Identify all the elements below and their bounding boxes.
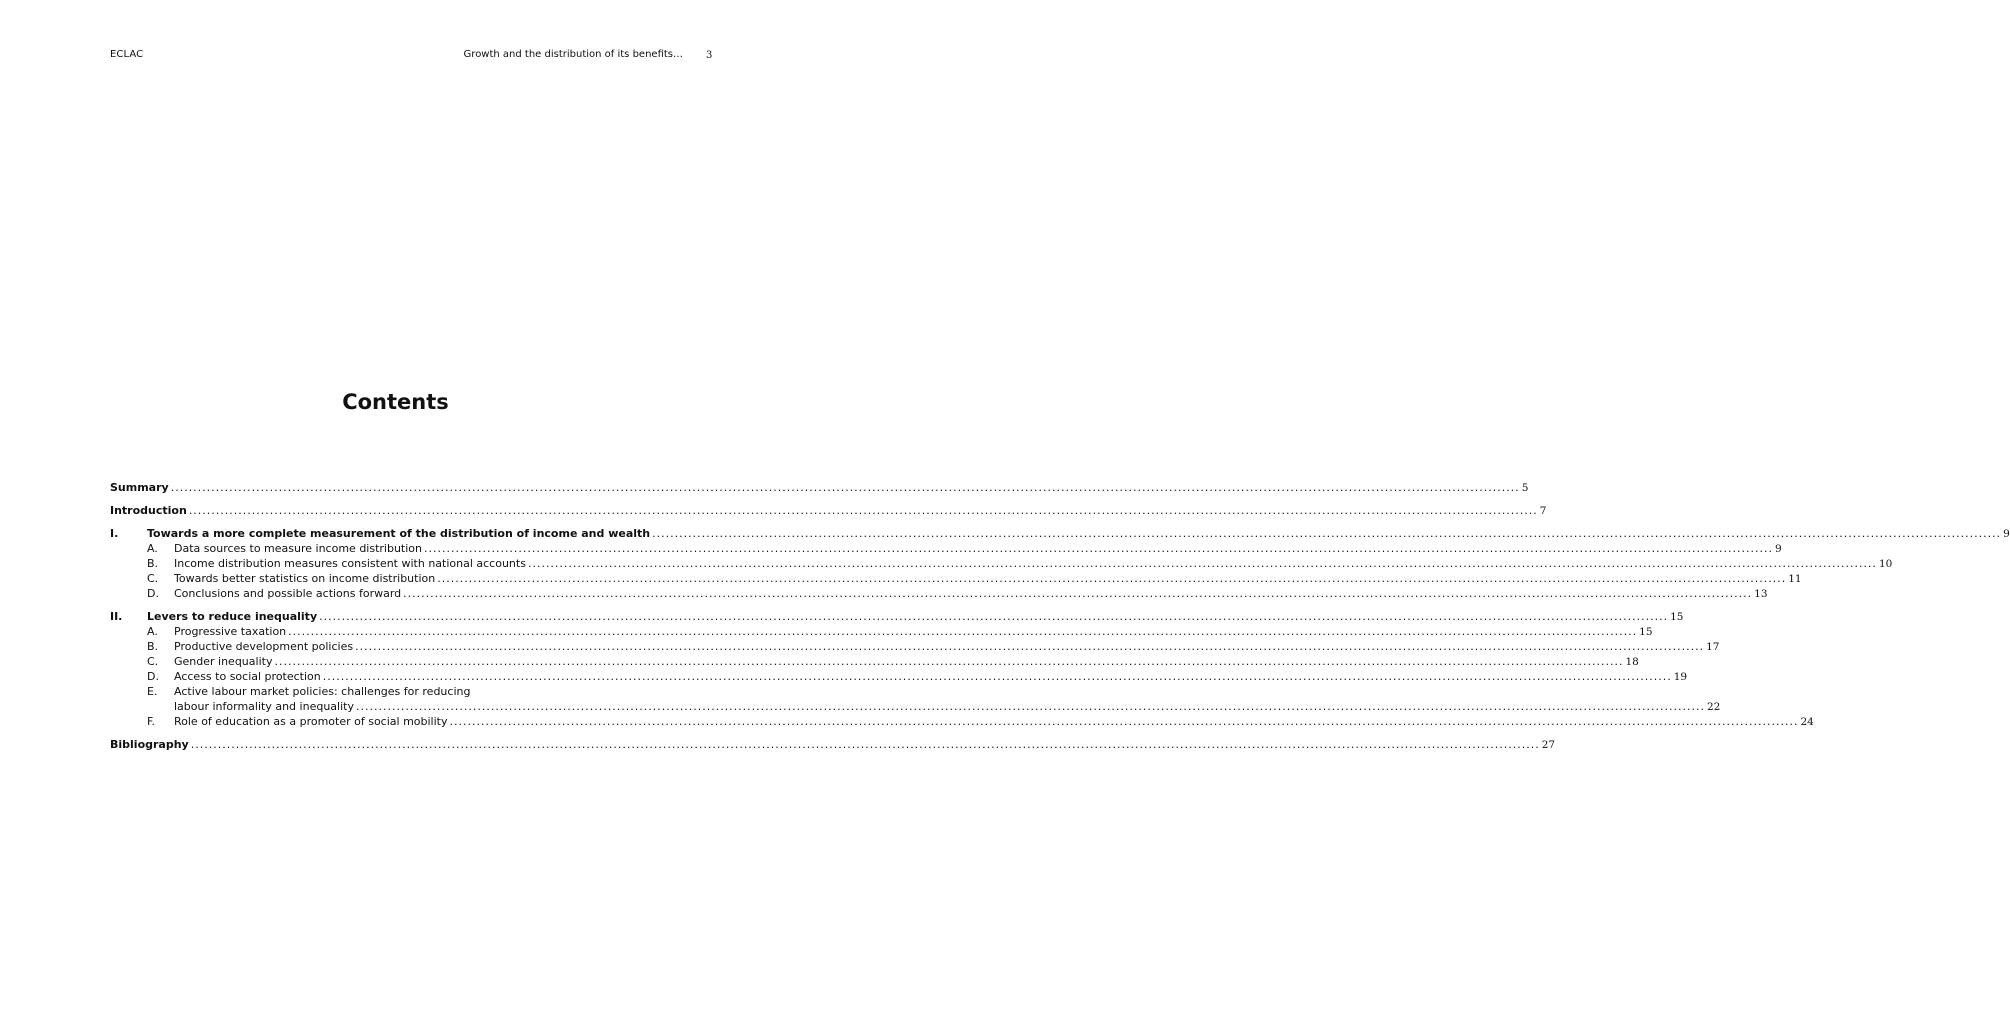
toc-entry-number: I. xyxy=(110,527,119,540)
toc-page-number: 17 xyxy=(1706,641,1720,653)
toc-entry-number: F. xyxy=(147,715,156,728)
toc-entry-number: E. xyxy=(147,685,158,698)
toc-page-number: 11 xyxy=(1788,573,1802,585)
toc-entry-2a[interactable] xyxy=(110,624,1653,639)
table-of-contents xyxy=(110,480,2010,752)
toc-page-number: 9 xyxy=(1774,543,1782,555)
toc-page-number: 5 xyxy=(1521,482,1529,494)
dot-leader: ............................................................................................................................................................................................................................................................................................................ xyxy=(355,640,1705,653)
page-number: 3 xyxy=(706,50,713,61)
toc-entry-label: Towards better statistics on income distribution xyxy=(174,572,436,585)
toc-entry-1c[interactable] xyxy=(110,571,1802,586)
dot-leader: ............................................................................................................................................................................................................................................................................................................ xyxy=(424,542,1773,555)
dot-leader: ............................................................................................................................................................................................................................................................................................................ xyxy=(288,625,1638,638)
dot-leader: ............................................................................................................................................................................................................................................................................................................ xyxy=(437,572,1787,585)
toc-entry-1b[interactable] xyxy=(110,556,1893,571)
toc-entry-2b[interactable] xyxy=(110,639,1720,654)
dot-leader: ............................................................................................................................................................................................................................................................................................................ xyxy=(652,527,2002,540)
page-title: Contents xyxy=(342,390,449,414)
toc-entry-label: Productive development policies xyxy=(174,640,354,653)
toc-entry-2f[interactable] xyxy=(110,714,1814,729)
toc-entry-summary[interactable] xyxy=(110,480,1529,495)
dot-leader: ............................................................................................................................................................................................................................................................................................................ xyxy=(403,587,1753,600)
dot-leader: ............................................................................................................................................................................................................................................................................................................ xyxy=(527,557,1877,570)
toc-entry-label: Towards a more complete measurement of the distribution of income and wealth xyxy=(147,527,651,540)
toc-entry-bibliography[interactable] xyxy=(110,737,1556,752)
toc-entry-number: II. xyxy=(110,610,123,623)
toc-entry-1d[interactable] xyxy=(110,586,1768,601)
dot-leader: ............................................................................................................................................................................................................................................................................................................ xyxy=(170,481,1520,494)
toc-entry-number: B. xyxy=(147,640,159,653)
toc-page-number: 18 xyxy=(1625,656,1639,668)
toc-page-number: 24 xyxy=(1800,716,1814,728)
toc-page-number: 10 xyxy=(1878,558,1893,570)
toc-page-number: 22 xyxy=(1706,701,1721,713)
toc-entry-2e-line2[interactable] xyxy=(110,699,1721,714)
toc-page-number: 9 xyxy=(2003,528,2010,540)
toc-entry-number: C. xyxy=(147,572,159,585)
toc-entry-label: Bibliography xyxy=(110,738,189,751)
running-header-left: ECLAC xyxy=(110,49,144,60)
toc-entry-number: B. xyxy=(147,557,159,570)
toc-page-number: 27 xyxy=(1541,739,1556,751)
toc-entry-label: Income distribution measures consistent with national accounts xyxy=(174,557,526,570)
dot-leader: ............................................................................................................................................................................................................................................................................................................ xyxy=(274,655,1624,668)
toc-entry-label: Gender inequality xyxy=(174,655,273,668)
toc-entry-label: labour informality and inequality xyxy=(174,700,354,713)
toc-entry-label: Active labour market policies: challenges for reducing xyxy=(174,685,471,698)
toc-entry-2d[interactable] xyxy=(110,669,1688,684)
toc-entry-number: D. xyxy=(147,670,159,683)
toc-entry-label: Data sources to measure income distribution xyxy=(174,542,422,555)
running-header-right: Growth and the distribution of its benefits… xyxy=(463,49,683,60)
toc-page-number: 15 xyxy=(1670,611,1684,623)
toc-entry-chapter-1[interactable] xyxy=(110,526,2010,541)
toc-entry-number: D. xyxy=(147,587,159,600)
toc-entry-number: A. xyxy=(147,542,158,555)
dot-leader: ............................................................................................................................................................................................................................................................................................................ xyxy=(322,670,1672,683)
toc-entry-label: Progressive taxation xyxy=(174,625,287,638)
toc-page-number: 7 xyxy=(1539,505,1547,517)
toc-page-number: 13 xyxy=(1754,588,1768,600)
toc-entry-number: C. xyxy=(147,655,159,668)
toc-entry-chapter-2[interactable] xyxy=(110,609,1684,624)
dot-leader: ............................................................................................................................................................................................................................................................................................................ xyxy=(355,700,1705,713)
toc-entry-label: Conclusions and possible actions forward xyxy=(174,587,402,600)
dot-leader: ............................................................................................................................................................................................................................................................................................................ xyxy=(188,504,1538,517)
toc-entry-label: Summary xyxy=(110,481,169,494)
toc-entry-number: A. xyxy=(147,625,158,638)
toc-entry-label: Levers to reduce inequality xyxy=(147,610,318,623)
toc-entry-introduction[interactable] xyxy=(110,503,1547,518)
toc-page-number: 15 xyxy=(1639,626,1653,638)
toc-page-number: 19 xyxy=(1673,671,1688,683)
toc-entry-label: Introduction xyxy=(110,504,187,517)
toc-entry-1a[interactable] xyxy=(110,541,1782,556)
dot-leader: ............................................................................................................................................................................................................................................................................................................ xyxy=(449,715,1799,728)
toc-entry-label: Role of education as a promoter of social mobility xyxy=(174,715,448,728)
toc-entry-2c[interactable] xyxy=(110,654,1639,669)
toc-entry-label: Access to social protection xyxy=(174,670,321,683)
toc-entry-2e-line1[interactable] xyxy=(110,684,682,699)
dot-leader: ............................................................................................................................................................................................................................................................................................................ xyxy=(319,610,1669,623)
dot-leader: ............................................................................................................................................................................................................................................................................................................ xyxy=(190,738,1540,751)
